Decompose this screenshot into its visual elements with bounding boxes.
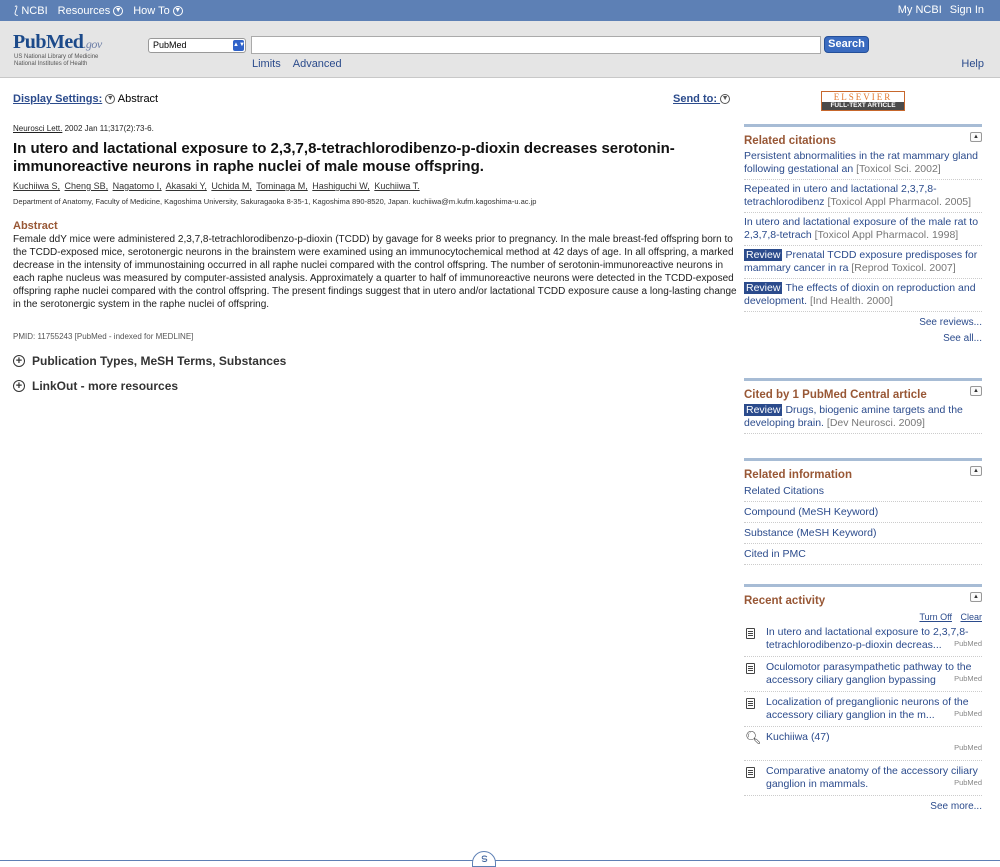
plus-icon: +: [13, 355, 25, 367]
ncbi-label: NCBI: [21, 5, 48, 17]
send-to-label: Send to:: [673, 93, 717, 105]
related-info-link[interactable]: Related Citations: [744, 481, 982, 502]
footer-line: [0, 860, 1000, 867]
related-citation-item[interactable]: [744, 147, 982, 180]
citation-title: Persistent abnormalities in the rat mammary gland following gestational an: [744, 150, 979, 175]
citation-details: 2002 Jan 11;317(2):73-6.: [64, 124, 154, 133]
activity-text: In utero and lactational exposure to 2,3,7,8-tetrachlorodibenzo-p-dioxin decreas...: [766, 626, 969, 651]
recent-activity-item[interactable]: [744, 622, 982, 657]
ncbi-topbar: [0, 0, 1000, 21]
ncbi-helix-icon[interactable]: ട: [472, 851, 496, 867]
limits-link[interactable]: Limits: [252, 58, 281, 70]
author-link[interactable]: Tominaga M,: [256, 181, 308, 191]
logo-med: Med: [45, 31, 84, 53]
linkout-label: LinkOut - more resources: [32, 379, 179, 393]
review-badge: Review: [746, 282, 781, 294]
citation-title: The effects of dioxin on reproduction and development.: [744, 282, 976, 307]
logo-sub-nlm: US National Library of Medicine: [14, 54, 99, 60]
collapse-icon[interactable]: ▲: [970, 466, 982, 476]
publication-types-label: Publication Types, MeSH Terms, Substances: [32, 354, 287, 368]
related-info-link[interactable]: Substance (MeSH Keyword): [744, 523, 982, 544]
abstract-heading: Abstract: [13, 220, 58, 232]
citation-source: [Toxicol Sci. 2002]: [856, 163, 941, 175]
pmid: PMID: 11755243 [PubMed - indexed for MEDLINE]: [13, 332, 194, 341]
chevron-down-icon: ▼: [721, 95, 729, 103]
search-sub-links: [252, 58, 342, 70]
chevron-down-icon: ▼: [114, 6, 122, 14]
activity-db: PubMed: [954, 674, 982, 683]
affiliation: Department of Anatomy, Faculty of Medicine, Kagoshima University, Sakuragaoka 8-35-1, Kagoshima 890-8520, Japan. kuchiiwa@m.kufm.kagoshima-u.ac.jp: [13, 197, 537, 206]
activity-db: PubMed: [954, 778, 982, 787]
chevron-down-icon: ▼: [174, 6, 182, 14]
recent-activity-item[interactable]: [744, 761, 982, 796]
activity-db: PubMed: [954, 639, 982, 648]
linkout-toggle[interactable]: [13, 379, 178, 393]
citation-title: Drugs, biogenic amine targets and the developing brain.: [744, 404, 963, 429]
display-mode: Abstract: [117, 93, 159, 105]
cited-by-heading: Cited by 1 PubMed Central article: [744, 389, 927, 401]
see-all-link[interactable]: See all...: [943, 333, 982, 344]
citation-title: In utero and lactational exposure of the male rat to 2,3,7,8-tetrach: [744, 216, 979, 241]
search-icon: 🔍︎: [745, 730, 762, 745]
updown-arrows-icon: ▲▼: [233, 40, 244, 51]
author-link[interactable]: Kuchiiwa T.: [374, 181, 420, 191]
publication-types-toggle[interactable]: [13, 354, 286, 368]
citation-source: [Ind Health. 2000]: [809, 295, 893, 307]
turn-off-link[interactable]: Turn Off: [919, 612, 952, 622]
help-link[interactable]: Help: [961, 58, 984, 70]
activity-text: Localization of preganglionic neurons of the accessory ciliary ganglion in the m...: [766, 696, 969, 721]
review-badge: Review: [746, 249, 781, 261]
logo-pub: Pub: [13, 31, 46, 53]
citation-source: [Toxicol Appl Pharmacol. 1998]: [814, 229, 959, 241]
my-ncbi-link[interactable]: My NCBI: [897, 4, 942, 16]
author-link[interactable]: Hashiguchi W,: [312, 181, 370, 191]
citation-title: Repeated in utero and lactational 2,3,7,8-tetrachlorodibenz: [744, 183, 937, 208]
see-more-link[interactable]: See more...: [930, 801, 982, 812]
author-link[interactable]: Uchida M,: [211, 181, 252, 191]
recent-activity-item[interactable]: [744, 657, 982, 692]
elsevier-full-text-button[interactable]: [821, 91, 905, 111]
document-icon: [746, 628, 755, 639]
activity-text: Kuchiiwa (47): [766, 731, 830, 743]
display-settings-link[interactable]: Display Settings:: [13, 93, 103, 105]
related-information-portlet: [744, 458, 982, 565]
review-badge: Review: [746, 404, 781, 416]
related-information-heading: Related information: [744, 469, 852, 481]
see-reviews-link[interactable]: See reviews...: [919, 317, 982, 328]
chevron-down-icon[interactable]: ▼: [106, 95, 114, 103]
author-list: [13, 181, 422, 191]
activity-db: PubMed: [954, 709, 982, 718]
activity-text: Oculomotor parasympathetic pathway to the accessory ciliary ganglion bypassing: [766, 661, 972, 686]
pubmed-header: [0, 21, 1000, 78]
journal-link[interactable]: Neurosci Lett.: [13, 124, 63, 133]
recent-activity-controls: [744, 612, 982, 622]
database-select[interactable]: [148, 38, 246, 53]
howto-menu[interactable]: [133, 5, 182, 17]
document-icon: [746, 698, 755, 709]
elsevier-brand: ELSEVIER: [833, 92, 893, 102]
resources-label: Resources: [57, 4, 111, 17]
recent-activity-heading: Recent activity: [744, 595, 826, 607]
article-title: In utero and lactational exposure to 2,3,7,8-tetrachlorodibenzo-p-dioxin decreases serotonin-immunoreactive neurons in raphe nuclei of male mouse offspring.: [13, 140, 675, 175]
sign-in-link[interactable]: Sign In: [949, 4, 984, 16]
related-info-link[interactable]: Compound (MeSH Keyword): [744, 502, 982, 523]
logo-subtitle: [14, 54, 98, 68]
activity-db: PubMed: [954, 743, 982, 752]
author-link[interactable]: Kuchiiwa S,: [13, 181, 61, 191]
collapse-icon[interactable]: ▲: [970, 386, 982, 396]
logo-gov: .gov: [83, 37, 102, 51]
citation-source: [Dev Neurosci. 2009]: [826, 417, 925, 429]
document-icon: [746, 767, 755, 778]
author-link[interactable]: Nagatomo I,: [112, 181, 162, 191]
database-select-value: PubMed: [153, 40, 187, 50]
related-citation-item[interactable]: [744, 246, 982, 279]
ncbi-logo[interactable]: ⟅ NCBI: [14, 5, 48, 17]
logo-sub-nih: National Institutes of Health: [14, 61, 88, 67]
search-button[interactable]: Search: [824, 36, 869, 53]
clear-link[interactable]: Clear: [960, 612, 982, 622]
resources-menu[interactable]: [58, 5, 124, 17]
journal-citation: [13, 124, 154, 133]
citation-source: [Toxicol Appl Pharmacol. 2005]: [827, 196, 972, 208]
abstract-text: Female ddY mice were administered 2,3,7,8-tetrachlorodibenzo-p-dioxin (TCDD) by gavage for 8 weeks prior to pregnancy. In the male breast-fed offspring born to the TCDD-exposed mice, serotonergic neurons in the brainstem were examined using an immunocytochemical method at 42 days of age. In all offspring, a marked decrease in the intensity of immunostaining occurred in all raphe nuclei compared with the control offspring. The number of serotonin-immunoreactive neurons in each raphe nucleus was measured by computer-assisted analysis. Approximately a quarter to half of immunoreactive neurons were detected in the TCDD-exposed offspring raphe nuclei compared with the control offspring. The present findings suggest that in utero and/or lactational TCDD exposure cause a long-lasting change in the serotonergic system in the raphe nuclei of offspring.: [13, 234, 737, 310]
howto-label: How To: [133, 4, 170, 17]
collapse-icon[interactable]: ▲: [970, 132, 982, 142]
recent-activity-item[interactable]: [744, 727, 982, 761]
related-citations-heading: Related citations: [744, 135, 837, 147]
citation-source: [Reprod Toxicol. 2007]: [851, 262, 956, 274]
plus-icon: +: [13, 380, 25, 392]
recent-activity-portlet: [744, 584, 982, 812]
citation-title: Prenatal TCDD exposure predisposes for mammary cancer in ra: [744, 249, 978, 274]
related-citations-portlet: [744, 124, 982, 344]
document-icon: [746, 663, 755, 674]
collapse-icon[interactable]: ▲: [970, 592, 982, 602]
related-citation-item[interactable]: [744, 279, 982, 312]
advanced-link[interactable]: Advanced: [292, 58, 342, 70]
related-citation-item[interactable]: [744, 180, 982, 213]
search-input[interactable]: [251, 36, 821, 54]
activity-text: Comparative anatomy of the accessory ciliary ganglion in mammals.: [766, 765, 978, 790]
pubmed-logo[interactable]: [13, 31, 102, 54]
cited-by-item[interactable]: [744, 401, 982, 434]
display-settings: [13, 93, 158, 105]
author-link[interactable]: Akasaki Y,: [165, 181, 207, 191]
related-citation-item[interactable]: [744, 213, 982, 246]
send-to-menu[interactable]: [673, 93, 730, 105]
related-info-link[interactable]: Cited in PMC: [744, 544, 982, 565]
cited-by-portlet: [744, 378, 982, 434]
recent-activity-item[interactable]: [744, 692, 982, 727]
elsevier-tag: FULL-TEXT ARTICLE: [822, 102, 904, 110]
author-link[interactable]: Cheng SB,: [64, 181, 109, 191]
